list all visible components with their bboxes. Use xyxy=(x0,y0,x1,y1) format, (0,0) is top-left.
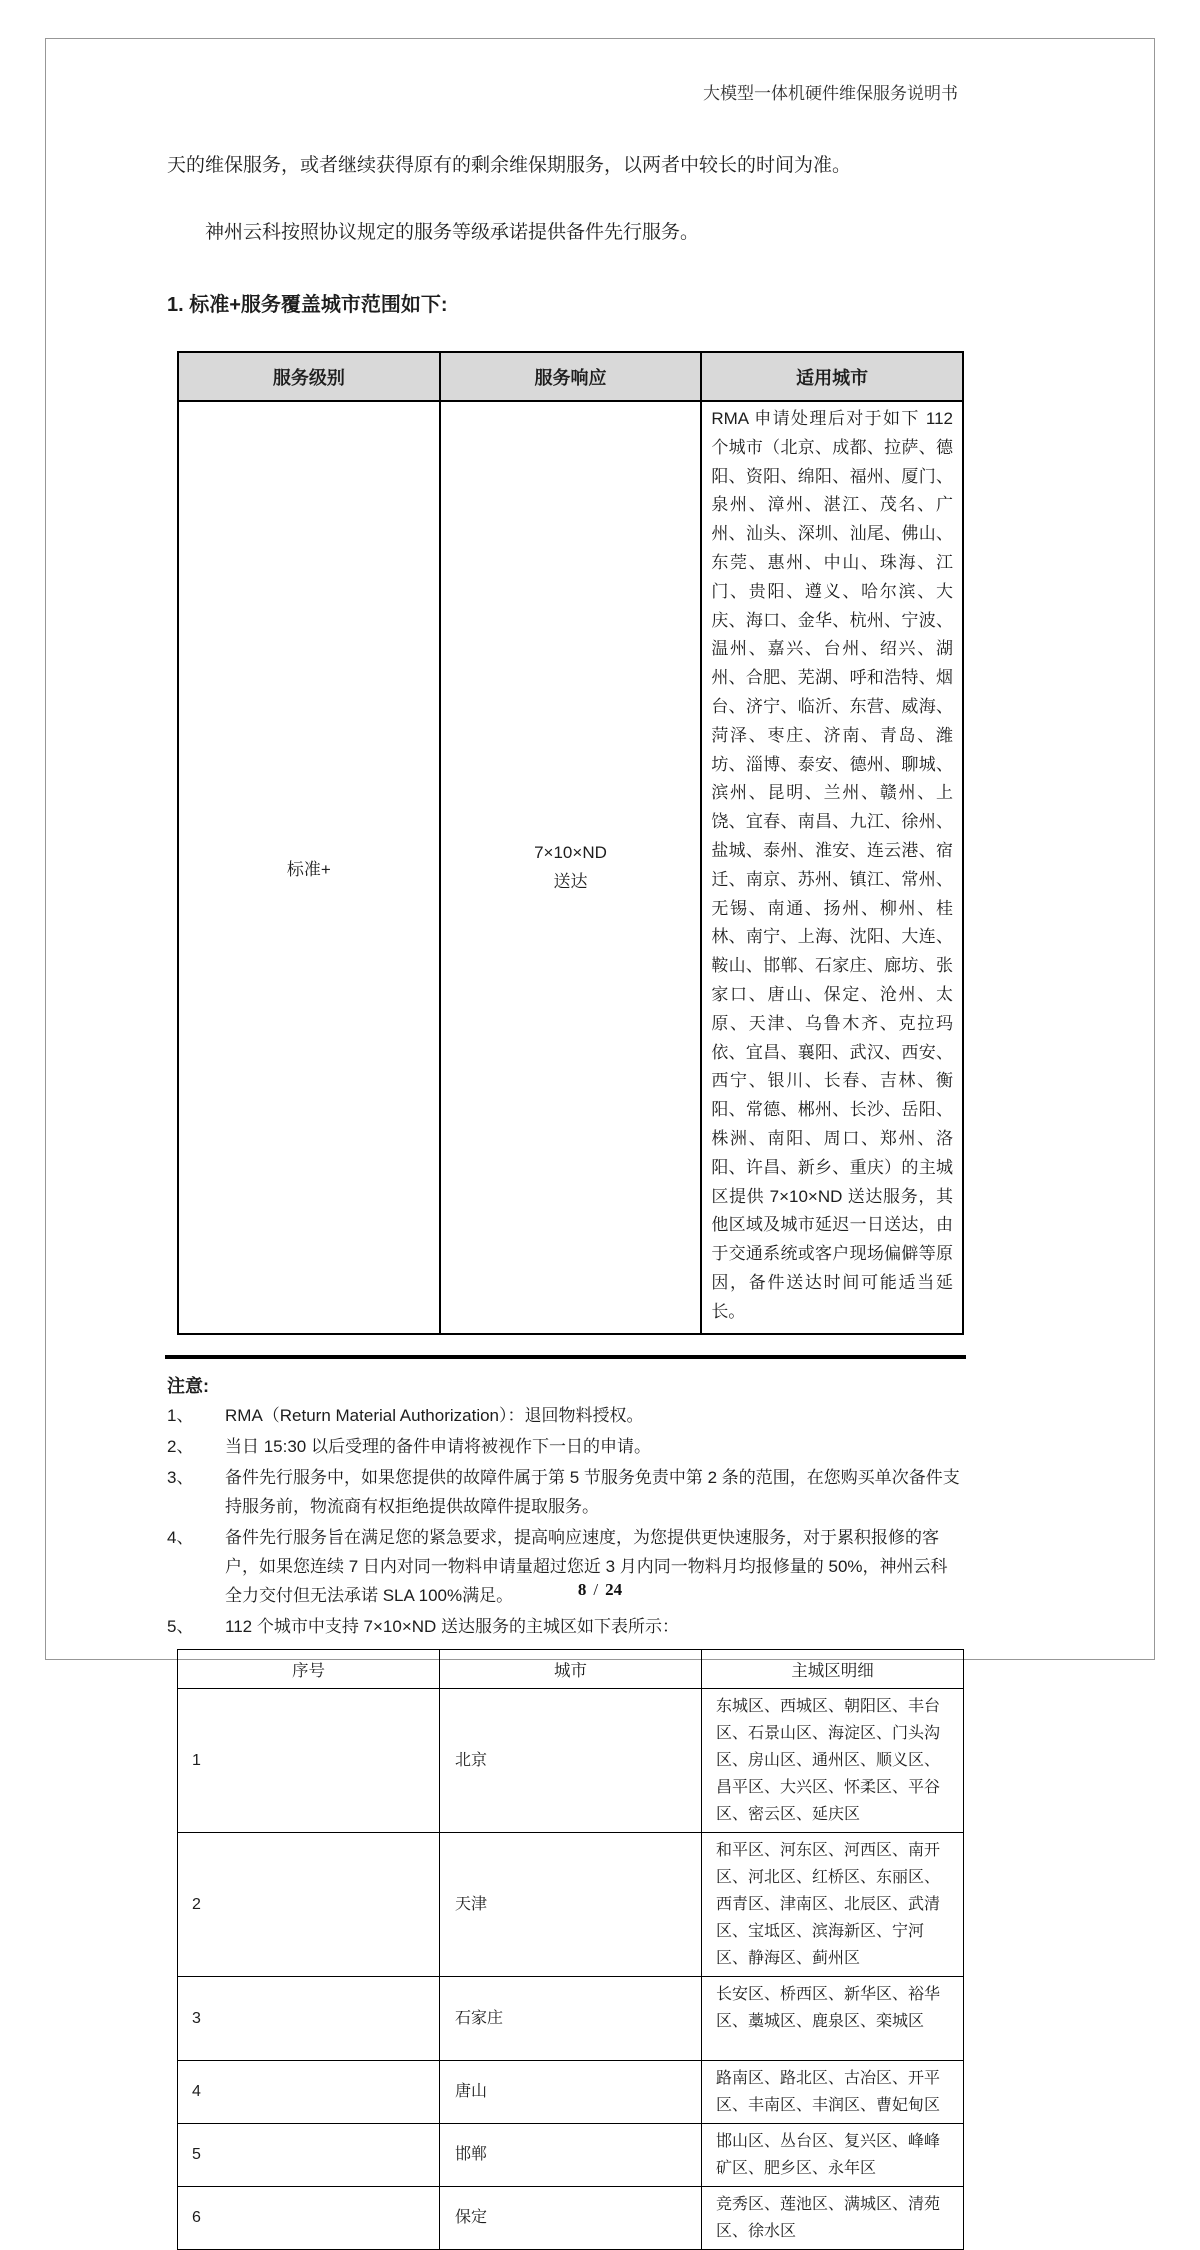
table-row xyxy=(178,1688,964,1832)
service-table-header-response: 服务响应 xyxy=(440,352,702,401)
district-detail-table xyxy=(177,1649,964,2250)
service-table-header-row xyxy=(178,352,963,401)
districts-cell: 和平区、河东区、河西区、南开区、河北区、红桥区、东丽区、西青区、津南区、北辰区、武清区、宝坻区、滨海新区、宁河区、静海区、蓟州区 xyxy=(702,1832,964,1976)
row-number-cell: 3 xyxy=(178,1976,440,2060)
note-text: RMA（Return Material Authorization）：退回物料授权。 xyxy=(225,1405,644,1425)
district-table-header-no: 序号 xyxy=(178,1649,440,1688)
district-table-header-detail: 主城区明细 xyxy=(702,1649,964,1688)
note-number: 1、 xyxy=(167,1405,194,1425)
service-response-line1: 7×10×ND xyxy=(534,843,607,863)
service-table-row xyxy=(178,401,963,1334)
table-row xyxy=(178,2186,964,2249)
page-number: 8 xyxy=(577,1580,587,1599)
note-number: 2、 xyxy=(167,1436,194,1456)
service-coverage-table xyxy=(177,351,964,1335)
row-number-cell: 5 xyxy=(178,2123,440,2186)
table-row xyxy=(178,2060,964,2123)
service-response-cell xyxy=(440,401,702,1334)
page-footer xyxy=(0,1580,1200,1600)
intro-paragraph-1: 天的维保服务，或者继续获得原有的剩余维保期服务，以两者中较长的时间为准。 xyxy=(167,155,852,176)
note-item-3 xyxy=(167,1463,964,1521)
row-number-cell: 1 xyxy=(178,1688,440,1832)
table-row xyxy=(178,1976,964,2060)
note-text: 112 个城市中支持 7×10×ND 送达服务的主城区如下表所示： xyxy=(225,1616,680,1636)
applicable-cities-cell: RMA 申请处理后对于如下 112 个城市（北京、成都、拉萨、德阳、资阳、绵阳、福州、厦门、泉州、漳州、湛江、茂名、广州、汕头、深圳、汕尾、佛山、东莞、惠州、中山、珠海、江门、贵阳、遵义、哈尔滨、大庆、海口、金华、杭州、宁波、温州、嘉兴、台州、绍兴、湖州、合肥、芜湖、呼和浩特、烟台、济宁、临沂、东营、威海、菏泽、枣庄、济南、青岛、潍坊、淄博、泰安、德州、聊城、滨州、昆明、兰州、赣州、上饶、宜春、南昌、九江、徐州、盐城、泰州、淮安、连云港、宿迁、南京、苏州、镇江、常州、无锡、南通、扬州、柳州、桂林、南宁、上海、沈阳、大连、鞍山、邯郸、石家庄、廊坊、张家口、唐山、保定、沧州、太原、天津、乌鲁木齐、克拉玛依、宜昌、襄阳、武汉、西安、西宁、银川、长春、吉林、衡阳、常德、郴州、长沙、岳阳、株洲、南阳、周口、郑州、洛阳、许昌、新乡、重庆）的主城区提供 7×10×ND 送达服务，其他区域及城市延迟一日送达，由于交通系统或客户现场偏僻等原因，备件送达时间可能适当延长。 xyxy=(701,401,963,1334)
notes-label: 注意: xyxy=(167,1375,209,1396)
note-text: 备件先行服务旨在满足您的紧急要求，提高响应速度，为您提供更快速服务，对于累积报修的客户，如果您连续 7 日内对同一物料申请量超过您近 3 月内同一物料月均报修量的 50%，神州云科全力交付但无法承诺 SLA 100%满足。 xyxy=(225,1527,948,1605)
service-response-line2: 送达 xyxy=(553,872,588,892)
districts-cell: 竞秀区、莲池区、满城区、清苑区、徐水区 xyxy=(702,2186,964,2249)
table-row xyxy=(178,2123,964,2186)
row-number-cell: 2 xyxy=(178,1832,440,1976)
city-cell: 北京 xyxy=(440,1688,702,1832)
intro-paragraph-2: 神州云科按照协议规定的服务等级承诺提供备件先行服务。 xyxy=(205,222,700,243)
city-cell: 保定 xyxy=(440,2186,702,2249)
service-table-header-cities: 适用城市 xyxy=(701,352,963,401)
note-number: 5、 xyxy=(167,1616,194,1636)
document-header-title: 大模型一体机硬件维保服务说明书 xyxy=(703,84,958,103)
total-pages: 24 xyxy=(605,1580,623,1599)
district-table-header-row xyxy=(178,1649,964,1688)
service-level-cell: 标准+ xyxy=(178,401,440,1334)
districts-cell: 邯山区、丛台区、复兴区、峰峰矿区、肥乡区、永年区 xyxy=(702,2123,964,2186)
districts-cell: 路南区、路北区、古冶区、开平区、丰南区、丰润区、曹妃甸区 xyxy=(702,2060,964,2123)
row-number-cell: 4 xyxy=(178,2060,440,2123)
page-content xyxy=(167,82,964,2250)
note-item-5 xyxy=(167,1612,964,1641)
section-divider-rule xyxy=(165,1355,966,1359)
note-text: 当日 15:30 以后受理的备件申请将被视作下一日的申请。 xyxy=(225,1436,651,1456)
city-cell: 天津 xyxy=(440,1832,702,1976)
note-item-1 xyxy=(167,1401,964,1430)
city-cell: 石家庄 xyxy=(440,1976,702,2060)
service-table-header-level: 服务级别 xyxy=(178,352,440,401)
note-item-2 xyxy=(167,1432,964,1461)
section-heading: 1. 标准+服务覆盖城市范围如下: xyxy=(167,294,448,316)
districts-cell: 东城区、西城区、朝阳区、丰台区、石景山区、海淀区、门头沟区、房山区、通州区、顺义区、昌平区、大兴区、怀柔区、平谷区、密云区、延庆区 xyxy=(702,1688,964,1832)
page-number-separator: / xyxy=(593,1580,599,1599)
table-row xyxy=(178,1832,964,1976)
note-number: 3、 xyxy=(167,1467,194,1487)
districts-cell: 长安区、桥西区、新华区、裕华区、藁城区、鹿泉区、栾城区 xyxy=(702,1976,964,2060)
note-text: 备件先行服务中，如果您提供的故障件属于第 5 节服务免责中第 2 条的范围，在您购买单次备件支持服务前，物流商有权拒绝提供故障件提取服务。 xyxy=(225,1467,960,1516)
note-number: 4、 xyxy=(167,1527,194,1547)
district-table-header-city: 城市 xyxy=(440,1649,702,1688)
city-cell: 邯郸 xyxy=(440,2123,702,2186)
row-number-cell: 6 xyxy=(178,2186,440,2249)
city-cell: 唐山 xyxy=(440,2060,702,2123)
